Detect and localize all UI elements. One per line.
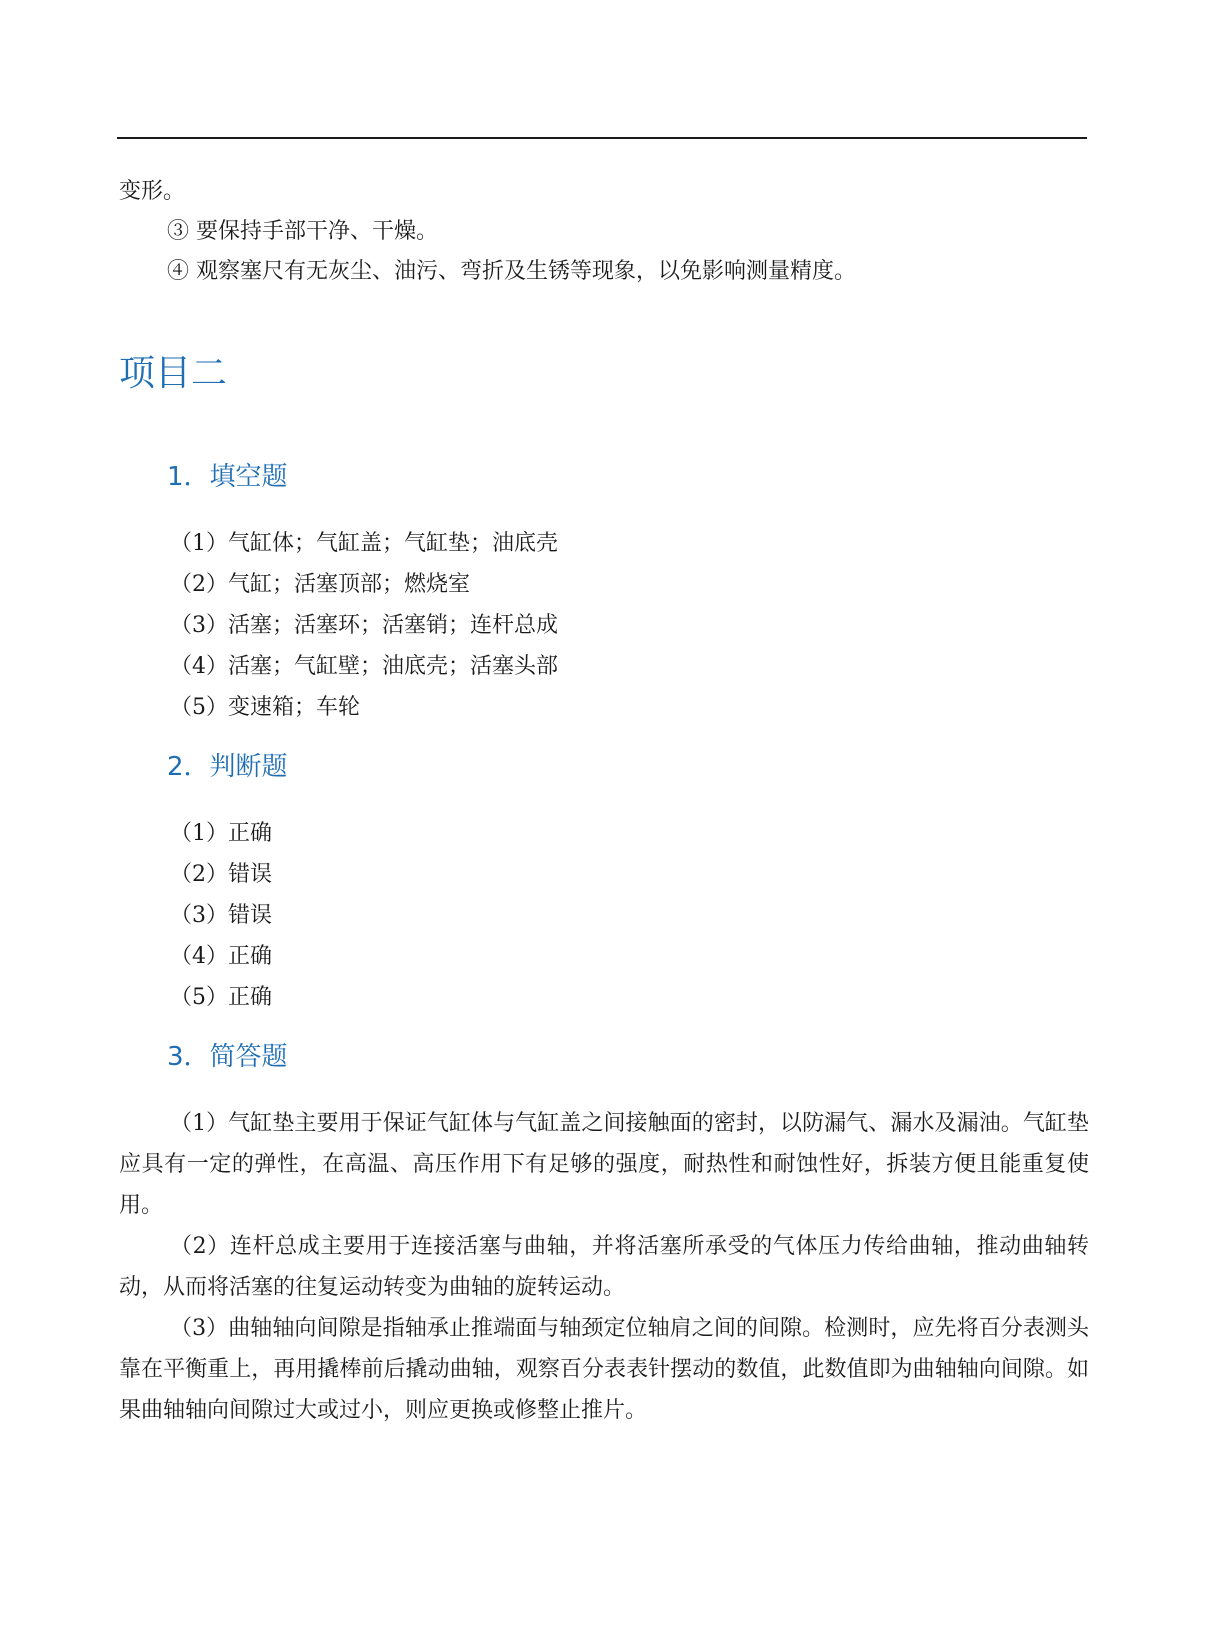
list-item: （2）气缸；活塞顶部；燃烧室 <box>170 572 470 597</box>
fill-blank-list <box>170 523 558 728</box>
list-item: （1）正确 <box>170 821 272 846</box>
note-item-4: ④ 观察塞尺有无灰尘、油污、弯折及生锈等现象，以免影响测量精度。 <box>167 259 856 284</box>
header-rule <box>117 137 1087 139</box>
list-item: （5）变速箱；车轮 <box>170 695 360 720</box>
answer-paragraph-3: （3）曲轴轴向间隙是指轴承止推端面与轴颈定位轴肩之间的间隙。检测时，应先将百分表测头靠在平衡重上，再用撬棒前后撬动曲轴，观察百分表表针摆动的数值，此数值即为曲轴轴向间隙。如果曲轴轴向间隙过大或过小，则应更换或修整止推片。 <box>119 1316 1089 1423</box>
list-item: （4）活塞；气缸壁；油底壳；活塞头部 <box>170 654 558 679</box>
list-item: （3）错误 <box>170 903 272 928</box>
judgment-heading: 2．判断题 <box>167 752 288 782</box>
continuation-line: 变形。 <box>119 179 186 204</box>
list-item: （2）错误 <box>170 862 272 887</box>
answer-paragraph-1: （1）气缸垫主要用于保证气缸体与气缸盖之间接触面的密封，以防漏气、漏水及漏油。气缸垫应具有一定的弹性，在高温、高压作用下有足够的强度，耐热性和耐蚀性好，拆装方便且能重复使用。 <box>119 1111 1089 1218</box>
list-item: （4）正确 <box>170 944 272 969</box>
fill-blank-heading: 1．填空题 <box>167 462 288 492</box>
list-item: （3）活塞；活塞环；活塞销；连杆总成 <box>170 613 558 638</box>
judgment-list <box>170 813 272 1018</box>
answer-paragraph-2: （2）连杆总成主要用于连接活塞与曲轴，并将活塞所承受的气体压力传给曲轴，推动曲轴转动，从而将活塞的往复运动转变为曲轴的旋转运动。 <box>119 1234 1089 1300</box>
section-title: 项目二 <box>119 353 228 394</box>
list-item: （1）气缸体；气缸盖；气缸垫；油底壳 <box>170 531 558 556</box>
short-answer-heading: 3．简答题 <box>167 1042 288 1072</box>
note-item-3: ③ 要保持手部干净、干燥。 <box>167 219 438 244</box>
list-item: （5）正确 <box>170 985 272 1010</box>
